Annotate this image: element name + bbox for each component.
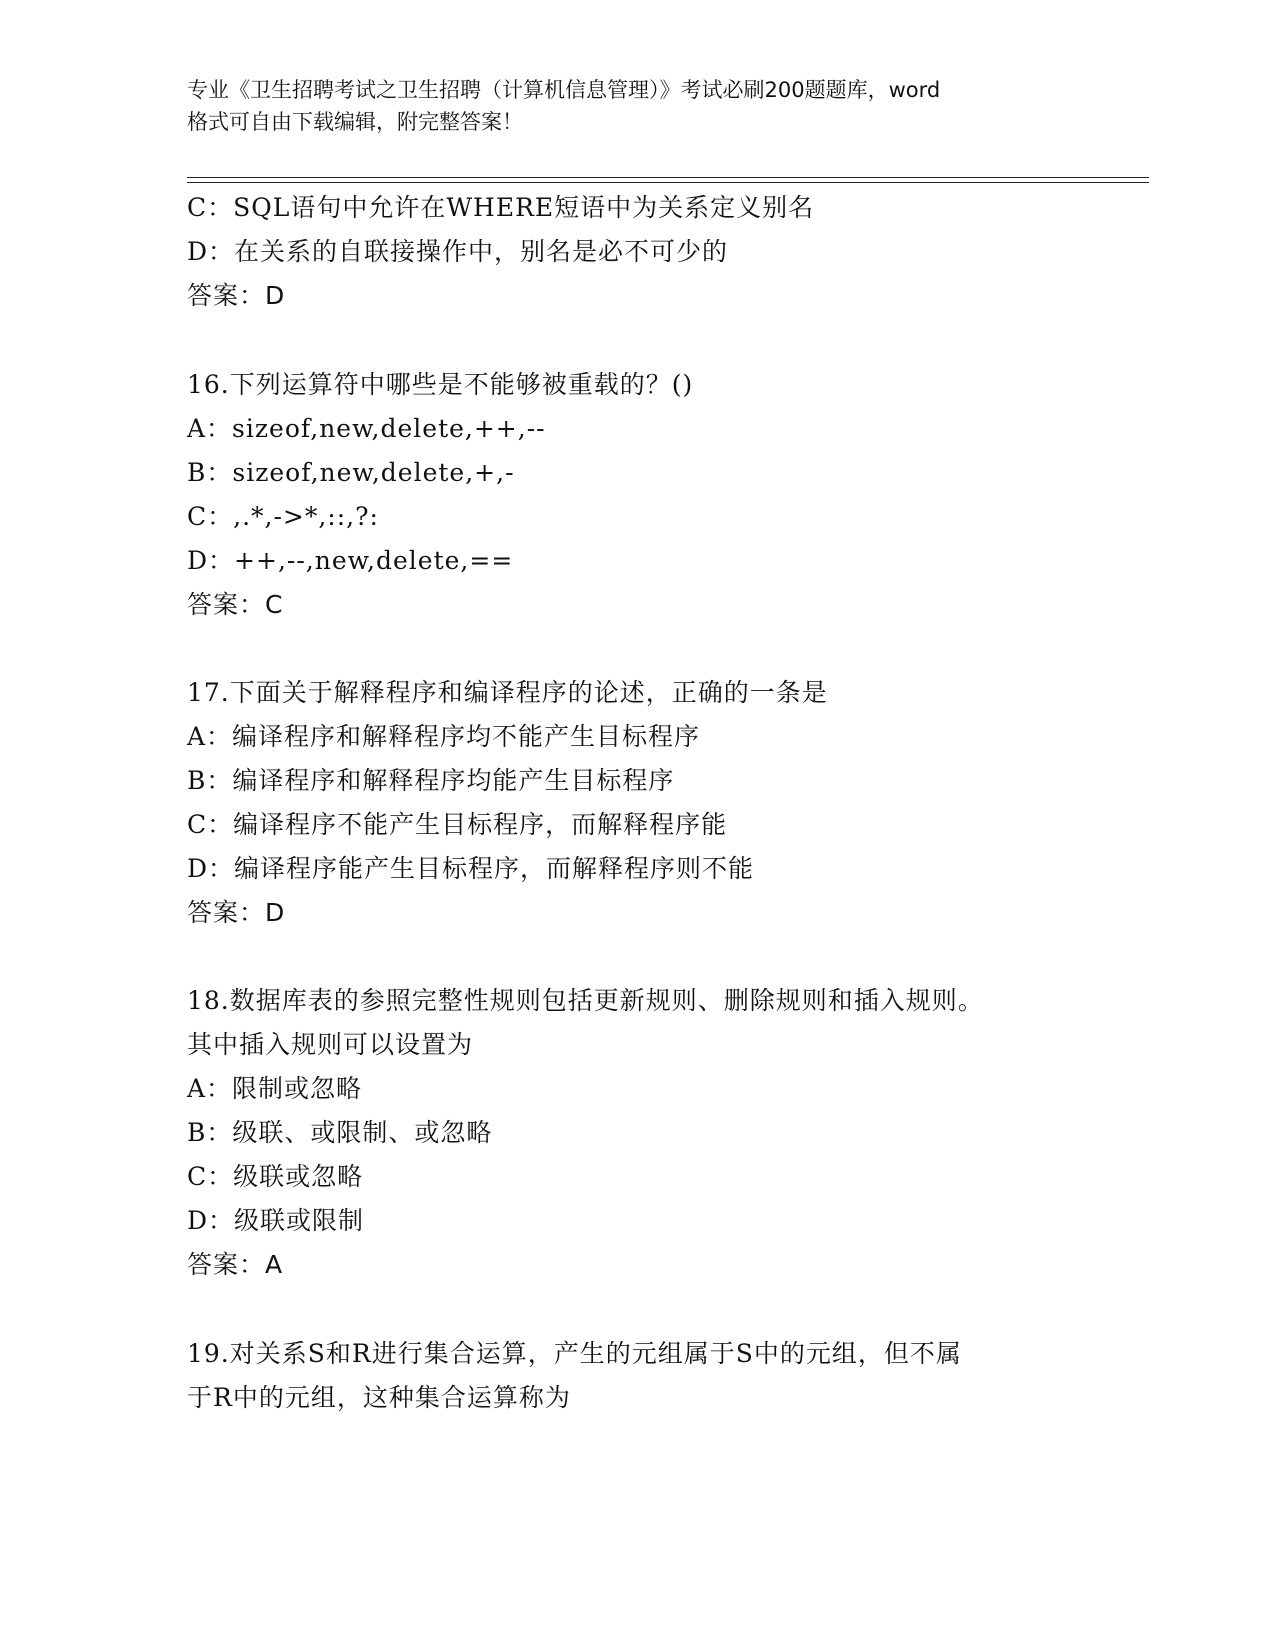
q15-answer: 答案：D — [187, 281, 286, 310]
header-line-1: 专业《卫生招聘考试之卫生招聘（计算机信息管理）》考试必刷200题题库，word — [187, 78, 941, 102]
q19-stem-line-2: 于R中的元组，这种集合运算称为 — [187, 1383, 571, 1412]
q18-answer: 答案：A — [187, 1250, 284, 1279]
q18-stem-line-2: 其中插入规则可以设置为 — [187, 1030, 474, 1059]
q16-option-d: D：++,--,new,delete,== — [187, 546, 514, 575]
q16-option-c: C：,.*,->*,::,?: — [187, 502, 379, 531]
q18-option-c: C：级联或忽略 — [187, 1162, 364, 1191]
q15-option-d: D：在关系的自联接操作中，别名是必不可少的 — [187, 237, 729, 266]
q18-option-a: A：限制或忽略 — [187, 1074, 363, 1103]
q17-stem: 17.下面关于解释程序和编译程序的论述，正确的一条是 — [187, 678, 828, 707]
q17-answer: 答案：D — [187, 898, 286, 927]
header-rule-bottom — [187, 182, 1149, 183]
document-header — [187, 74, 1087, 138]
header-rule-top — [187, 177, 1149, 178]
q16-answer: 答案：C — [187, 590, 284, 619]
q17-option-c: C：编译程序不能产生目标程序，而解释程序能 — [187, 810, 728, 839]
q18-option-b: B：级联、或限制、或忽略 — [187, 1118, 493, 1147]
q16-stem: 16.下列运算符中哪些是不能够被重载的？() — [187, 370, 694, 399]
q16-option-a: A：sizeof,new,delete,++,-- — [187, 414, 546, 443]
q16-option-b: B：sizeof,new,delete,+,- — [187, 458, 515, 487]
q17-option-d: D：编译程序能产生目标程序，而解释程序则不能 — [187, 854, 755, 883]
q19-stem-line-1: 19.对关系S和R进行集合运算，产生的元组属于S中的元组，但不属 — [187, 1339, 962, 1368]
q18-option-d: D：级联或限制 — [187, 1206, 365, 1235]
q17-option-a: A：编译程序和解释程序均不能产生目标程序 — [187, 722, 701, 751]
q15-option-c: C：SQL语句中允许在WHERE短语中为关系定义别名 — [187, 193, 815, 222]
q17-option-b: B：编译程序和解释程序均能产生目标程序 — [187, 766, 675, 795]
q18-stem-line-1: 18.数据库表的参照完整性规则包括更新规则、删除规则和插入规则。 — [187, 986, 984, 1015]
header-line-2: 格式可自由下载编辑，附完整答案！ — [187, 110, 523, 134]
